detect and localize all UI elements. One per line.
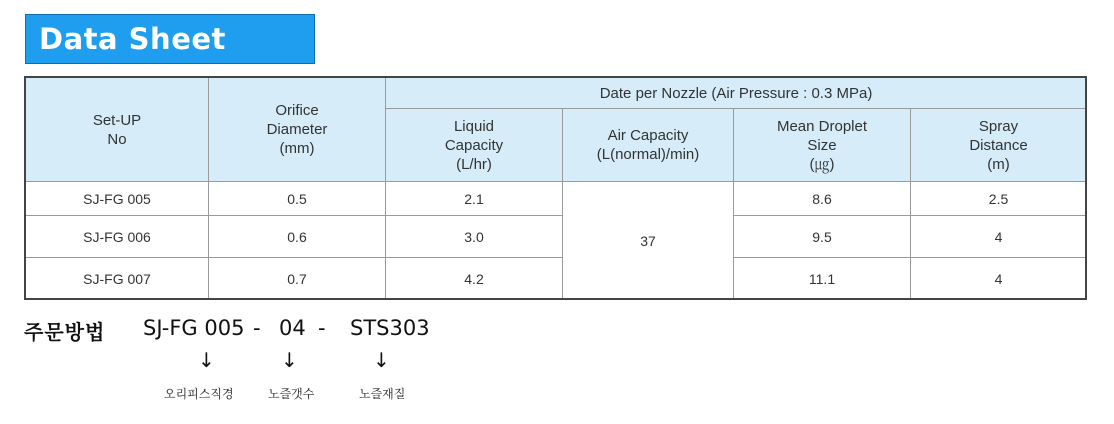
header-group-per-nozzle: Date per Nozzle (Air Pressure : 0.3 MPa) [386,78,1087,109]
cell-setup: SJ-FG 005 [26,182,209,216]
cell-liquid: 2.1 [386,182,563,216]
title-banner [25,14,315,64]
note-nozzle-material: 노즐재질 [359,387,406,401]
order-model-code: SJ-FG 005 [143,316,245,340]
down-arrow-icon: ↓ [198,348,215,372]
order-separator: - [318,316,326,340]
table-row [26,216,1087,258]
data-sheet-table [25,77,1087,300]
order-method-label: 주문방법 [24,320,106,344]
header-spray-distance: Spray Distance (m) [911,109,1087,182]
header-air-capacity: Air Capacity (L(normal)/min) [563,109,734,182]
header-mean-droplet-size: Mean Droplet Size (㎍) [734,109,911,182]
cell-orifice: 0.6 [209,216,386,258]
note-orifice-diameter: 오리피스직경 [164,387,234,401]
header-liquid-capacity: Liquid Capacity (L/hr) [386,109,563,182]
note-nozzle-count: 노즐갯수 [268,387,315,401]
down-arrow-icon: ↓ [281,348,298,372]
cell-liquid: 4.2 [386,258,563,300]
cell-liquid: 3.0 [386,216,563,258]
header-orifice-diameter: Orifice Diameter (mm) [209,78,386,182]
cell-droplet: 9.5 [734,216,911,258]
table-row [26,182,1087,216]
cell-spray: 4 [911,258,1087,300]
table-row [26,258,1087,300]
page-title: Data Sheet [39,22,226,56]
down-arrow-icon: ↓ [373,348,390,372]
cell-droplet: 8.6 [734,182,911,216]
cell-setup: SJ-FG 006 [26,216,209,258]
cell-droplet: 11.1 [734,258,911,300]
order-nozzle-count: 04 [279,316,306,340]
cell-orifice: 0.7 [209,258,386,300]
header-setup-no: Set-UP No [26,78,209,182]
cell-air-capacity: 37 [563,182,734,300]
order-material-code: STS303 [350,316,430,340]
cell-setup: SJ-FG 007 [26,258,209,300]
cell-spray: 2.5 [911,182,1087,216]
order-separator: - [253,316,261,340]
cell-spray: 4 [911,216,1087,258]
cell-orifice: 0.5 [209,182,386,216]
